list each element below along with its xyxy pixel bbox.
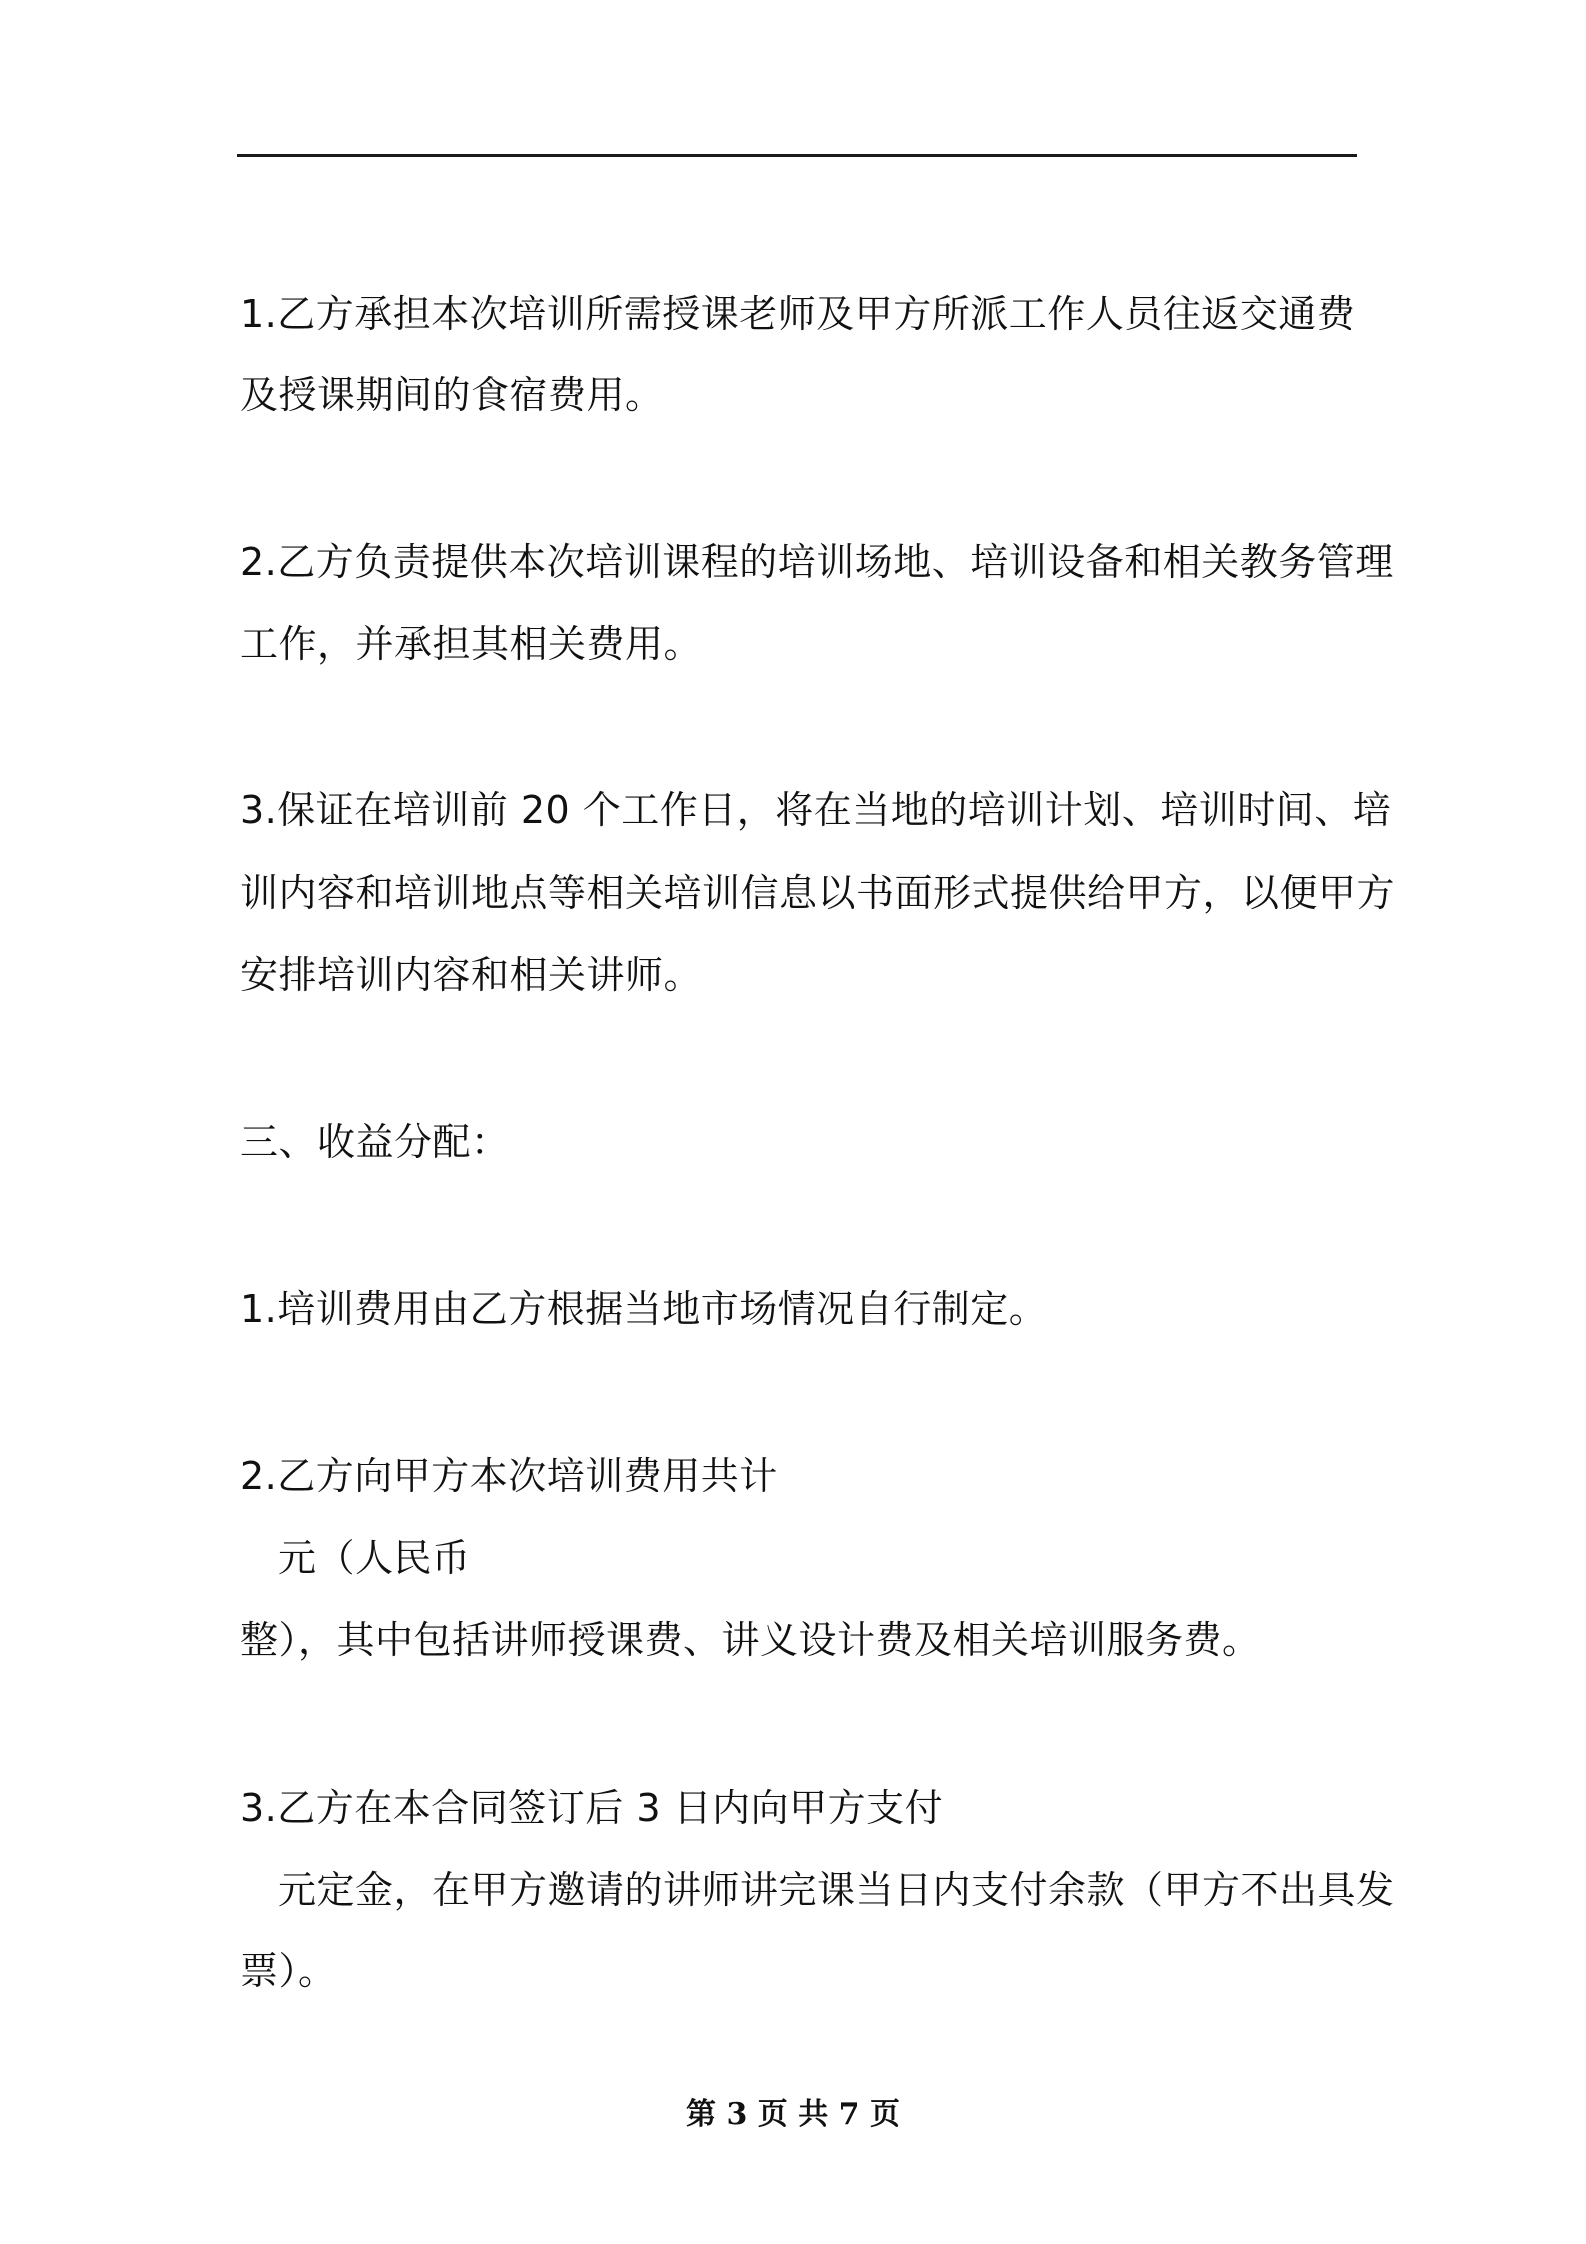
paragraph-1-line-2: 及授课期间的食宿费用。 xyxy=(240,373,664,417)
paragraph-1-line-1: 1.乙方承担本次培训所需授课老师及甲方所派工作人员往返交通费 xyxy=(240,292,1356,336)
paragraph-3-line-3: 安排培训内容和相关讲师。 xyxy=(240,953,703,997)
paragraph-7-line-1: 3.乙方在本合同签订后 3 日内向甲方支付 xyxy=(240,1786,944,1830)
paragraph-3-line-2: 训内容和培训地点等相关培训信息以书面形式提供给甲方，以便甲方 xyxy=(240,871,1396,915)
header-rule xyxy=(237,154,1357,157)
paragraph-7-line-2: 元定金，在甲方邀请的讲师讲完课当日内支付余款（甲方不出具发 xyxy=(278,1868,1395,1912)
paragraph-6-line-1: 2.乙方向甲方本次培训费用共计 xyxy=(240,1454,778,1498)
paragraph-6-line-3: 整），其中包括讲师授课费、讲义设计费及相关培训服务费。 xyxy=(240,1618,1261,1662)
paragraph-7-line-3: 票）。 xyxy=(240,1949,337,1993)
paragraph-6-line-2: 元（人民币 xyxy=(278,1536,471,1580)
page-number: 第 3 页 共 7 页 xyxy=(686,2097,900,2132)
paragraph-2-line-1: 2.乙方负责提供本次培训课程的培训场地、培训设备和相关教务管理 xyxy=(240,540,1394,584)
paragraph-5-line-1: 1.培训费用由乙方根据当地市场情况自行制定。 xyxy=(240,1287,1048,1331)
section-heading: 三、收益分配： xyxy=(240,1120,510,1164)
paragraph-2-line-2: 工作，并承担其相关费用。 xyxy=(240,622,703,666)
paragraph-3-line-1: 3.保证在培训前 20 个工作日，将在当地的培训计划、培训时间、培 xyxy=(240,788,1392,832)
